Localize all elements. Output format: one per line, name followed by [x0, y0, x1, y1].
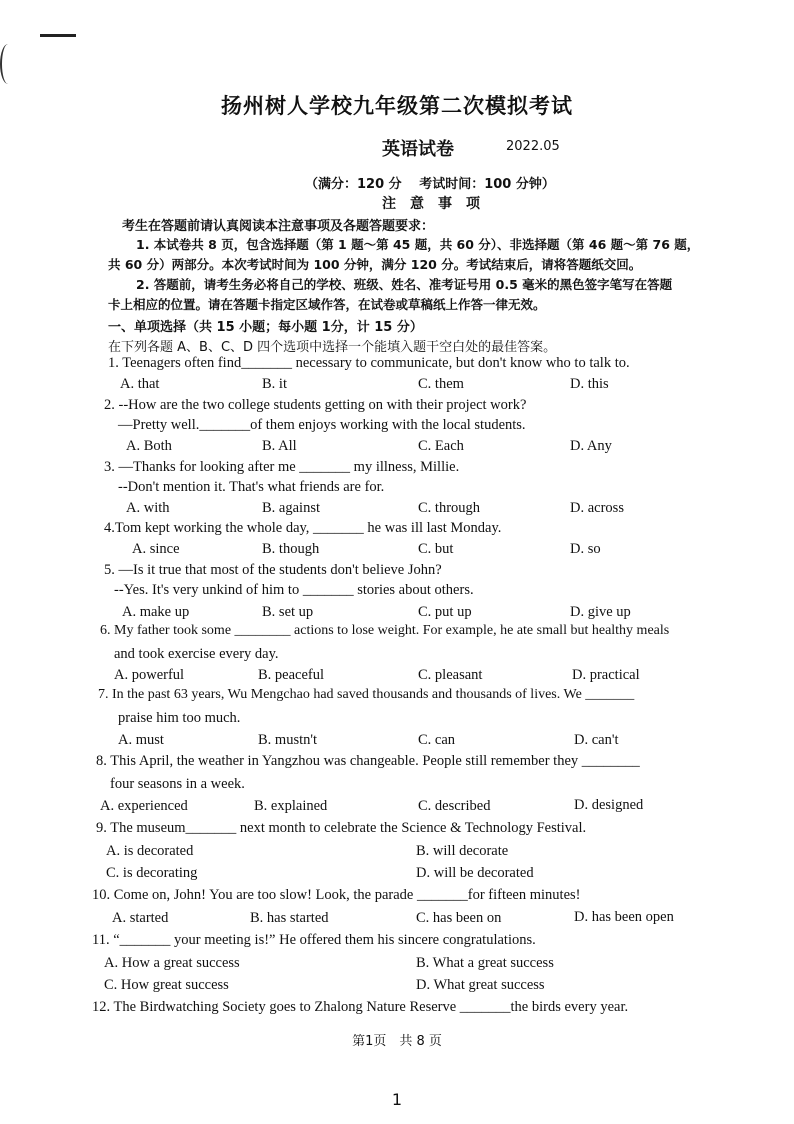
question-10-option-a: A. started	[112, 910, 169, 926]
question-4-option-c: C. but	[418, 541, 454, 557]
section-instruction: 在下列各题 A、B、C、D 四个选项中选择一个能填入题干空白处的最佳答案。	[108, 340, 557, 355]
question-8-option-a: A. experienced	[100, 798, 188, 814]
exam-title: 扬州树人学校九年级第二次模拟考试	[221, 94, 573, 118]
question-9-option-a: A. is decorated	[106, 843, 194, 859]
question-1-option-d: D. this	[570, 376, 609, 392]
question-4-option-a: A. since	[132, 541, 180, 557]
question-4-option-d: D. so	[570, 541, 601, 557]
question-2-stem-2: —Pretty well._______of them enjoys working with the local students.	[118, 417, 526, 433]
question-3-option-d: D. across	[570, 500, 624, 516]
question-2-option-c: C. Each	[418, 438, 464, 454]
question-6-option-a: A. powerful	[114, 667, 185, 683]
question-3-option-a: A. with	[126, 500, 170, 516]
question-7-option-d: D. can't	[574, 732, 619, 748]
question-11-stem: 11. “_______ your meeting is!” He offered them his sincere congratulations.	[92, 932, 536, 948]
question-4-stem: 4.Tom kept working the whole day, _______ he was ill last Monday.	[104, 520, 502, 536]
question-3-stem: 3. —Thanks for looking after me _______ my illness, Millie.	[104, 459, 460, 475]
question-10-option-c: C. has been on	[416, 910, 502, 926]
score-time: （满分：120 分 考试时间：100 分钟）	[305, 177, 555, 192]
question-5-option-c: C. put up	[418, 604, 472, 620]
question-5-stem: 5. —Is it true that most of the students don't believe John?	[104, 562, 442, 578]
question-3-stem-2: --Don't mention it. That's what friends are for.	[118, 479, 385, 495]
question-9-option-d: D. will be decorated	[416, 865, 534, 881]
question-2-option-a: A. Both	[126, 438, 172, 454]
question-6-option-b: B. peaceful	[258, 667, 325, 683]
question-8-option-d: D. designed	[574, 797, 644, 813]
question-12-stem: 12. The Birdwatching Society goes to Zhalong Nature Reserve _______the birds every year.	[92, 999, 629, 1015]
question-7-option-a: A. must	[118, 732, 164, 748]
page-footer-label: 第1页 共 8 页	[352, 1034, 442, 1049]
section-heading: 一、单项选择（共 15 小题；每小题 1分，计 15 分）	[108, 320, 423, 335]
question-7-option-c: C. can	[418, 732, 456, 748]
question-7-stem: 7. In the past 63 years, Wu Mengchao had saved thousands and thousands of lives. We _______	[98, 687, 635, 702]
notice-line1b: 共 60 分）两部分。本次考试时间为 100 分钟，满分 120 分。考试结束后，请将答题纸交回。	[108, 257, 642, 272]
scan-mark-arc	[0, 44, 16, 84]
question-6-option-d: D. practical	[572, 667, 640, 683]
question-5-option-b: B. set up	[262, 604, 314, 620]
question-2-option-d: D. Any	[570, 438, 612, 454]
paper-subtitle: 英语试卷	[382, 139, 454, 160]
question-11-option-d: D. What great success	[416, 977, 545, 993]
question-11-option-b: B. What a great success	[416, 955, 554, 971]
question-5-option-d: D. give up	[570, 604, 631, 620]
question-1-option-c: C. them	[418, 376, 464, 392]
notice-line2a: 2. 答题前，请考生务必将自己的学校、班级、姓名、准考证号用 0.5 毫米的黑色签字笔写在答题	[136, 277, 673, 292]
question-11-option-c: C. How great success	[104, 977, 229, 993]
exam-date: 2022.05	[506, 139, 560, 154]
question-10-option-b: B. has started	[250, 910, 329, 926]
question-2-option-b: B. All	[262, 438, 297, 454]
question-9-option-b: B. will decorate	[416, 843, 509, 859]
question-5-option-a: A. make up	[122, 604, 190, 620]
question-2-stem: 2. --How are the two college students getting on with their project work?	[104, 397, 527, 413]
question-5-stem-2: --Yes. It's very unkind of him to _______ stories about others.	[114, 582, 474, 598]
question-8-stem: 8. This April, the weather in Yangzhou was changeable. People still remember they ________	[96, 753, 640, 769]
notice-intro: 考生在答题前请认真阅读本注意事项及各题答题要求：	[122, 219, 435, 234]
question-3-option-b: B. against	[262, 500, 320, 516]
notice-line2b: 卡上相应的位置。请在答题卡指定区域作答，在试卷或草稿纸上作答一律无效。	[108, 297, 546, 312]
question-10-stem: 10. Come on, John! You are too slow! Look, the parade _______for fifteen minutes!	[92, 887, 581, 903]
question-3-option-c: C. through	[418, 500, 481, 516]
question-8-option-b: B. explained	[254, 798, 328, 814]
notice-title: 注 意 事 项	[382, 196, 480, 212]
question-8-option-c: C. described	[418, 798, 491, 814]
question-1-option-b: B. it	[262, 376, 287, 392]
scan-mark-dash	[40, 34, 76, 37]
question-4-option-b: B. though	[262, 541, 320, 557]
question-10-option-d: D. has been open	[574, 909, 674, 925]
question-6-stem-2: and took exercise every day.	[114, 646, 279, 662]
question-9-option-c: C. is decorating	[106, 865, 198, 881]
question-8-stem-2: four seasons in a week.	[110, 776, 245, 792]
question-9-stem: 9. The museum_______ next month to celebrate the Science & Technology Festival.	[96, 820, 587, 836]
page-number: 1	[391, 1090, 403, 1109]
question-6-option-c: C. pleasant	[418, 667, 483, 683]
question-1-stem: 1. Teenagers often find_______ necessary to communicate, but don't know who to talk to.	[108, 355, 630, 371]
question-7-stem-2: praise him too much.	[118, 710, 241, 726]
question-7-option-b: B. mustn't	[258, 732, 318, 748]
question-11-option-a: A. How a great success	[104, 955, 240, 971]
question-1-option-a: A. that	[120, 376, 160, 392]
question-6-stem: 6. My father took some ________ actions to lose weight. For example, he ate small but healthy meals	[100, 623, 670, 638]
notice-line1a: 1. 本试卷共 8 页，包含选择题（第 1 题～第 45 题，共 60 分）、非选择题（第 46 题～第 76 题，	[136, 237, 700, 252]
